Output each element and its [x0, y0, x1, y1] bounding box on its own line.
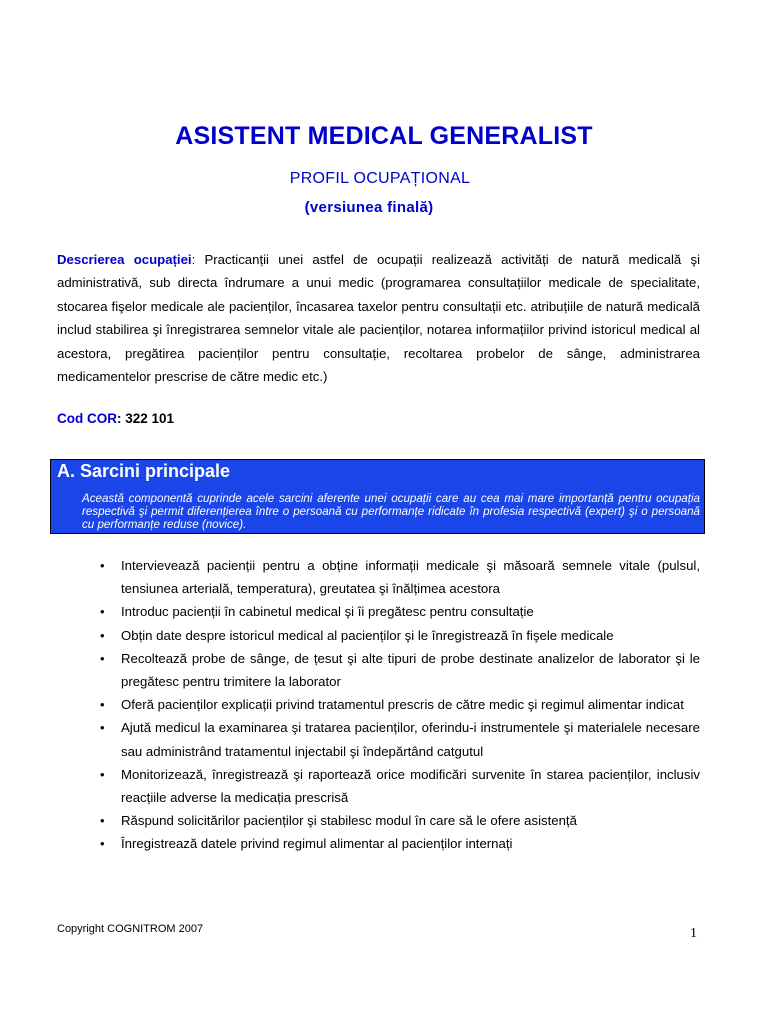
bullet-icon: •: [100, 720, 105, 736]
task-list: [92, 554, 700, 856]
cod-cor-value: : 322 101: [117, 411, 175, 426]
list-item-text: Monitorizează, înregistrează şi raportează orice modificări survenite în starea pacienților, inclusiv reacțiile adverse la medicația prescrisă: [121, 766, 700, 806]
bullet-icon: •: [100, 604, 105, 620]
bullet-icon: •: [100, 766, 105, 782]
list-item: [92, 693, 700, 716]
bullet-icon: •: [100, 813, 105, 829]
bullet-icon: •: [100, 650, 105, 666]
list-item: [92, 832, 700, 855]
description-label: Descrierea ocupației: [57, 252, 192, 267]
page-number: 1: [690, 926, 697, 941]
list-item-text: Recoltează probe de sânge, de țesut şi alte tipuri de probe destinate analizelor de laborator şi le pregătesc pentru trimitere la laborator: [121, 650, 700, 690]
list-item-text: Înregistrează datele privind regimul alimentar al pacienților internați: [121, 836, 513, 852]
list-item: [92, 624, 700, 647]
section-title: A. Sarcini principale: [57, 461, 231, 481]
list-item-text: Intervievează pacienții pentru a obține informații medicale şi măsoară semnele vitale (pulsul, tensiunea arterială, temperatura), greutatea şi înălțimea acestora: [121, 558, 700, 597]
bullet-icon: •: [100, 697, 105, 713]
bullet-icon: •: [100, 558, 105, 573]
document-version: (versiunea finală): [304, 199, 434, 216]
list-item: [92, 600, 700, 623]
cod-cor-label: Cod COR: [57, 411, 117, 426]
bullet-icon: •: [100, 836, 105, 852]
list-item-text: Răspund solicitărilor pacienților şi stabilesc modul în care să le ofere asistență: [121, 813, 577, 829]
bullet-icon: •: [100, 627, 105, 643]
list-item: [92, 763, 700, 809]
section-header-box: [50, 459, 705, 534]
list-item: [92, 716, 700, 762]
list-item-text: Introduc pacienții în cabinetul medical şi îi pregătesc pentru consultație: [121, 604, 534, 620]
list-item: [92, 809, 700, 832]
list-item-text: Oferă pacienților explicații privind tratamentul prescris de către medic şi regimul alimentar indicat: [121, 697, 684, 713]
list-item: [92, 554, 700, 600]
footer-copyright: Copyright COGNITROM 2007: [57, 923, 204, 935]
list-item-text: Obțin date despre istoricul medical al pacienților şi le înregistrează în fişele medicale: [121, 627, 614, 643]
document-title: ASISTENT MEDICAL GENERALIST: [175, 122, 593, 150]
description-paragraph: [57, 248, 700, 388]
document-subtitle: PROFIL OCUPAȚIONAL: [289, 170, 471, 187]
cod-cor: [57, 411, 174, 426]
description-text: : Practicanții unei astfel de ocupații realizează activități de natură medicală şi administrativă, sub directa îndrumare a unui medic (programarea consultațiilor medicale de specialitate, stocarea fişelor medicale ale pacienților, încasarea taxelor pentru consultații etc. atribuțiile de natură medicală includ stabilirea şi înregistrarea semnelor vitale ale pacienților, notarea informațiilor privind istoricul medical al acestora, pregătirea pacienților pentru consultație, recoltarea probelor de sânge, administrarea medicamentelor prescrise de către medic etc.): [57, 252, 700, 385]
list-item-text: Ajută medicul la examinarea şi tratarea pacienților, oferindu-i instrumentele şi materialele necesare sau administrând tratamentul injectabil şi îndepărtând catgutul: [121, 720, 700, 759]
list-item: [92, 647, 700, 693]
section-description: Această componentă cuprinde acele sarcini aferente unei ocupații care au cea mai mare importanță pentru ocupația respectivă şi permit diferențierea între o persoană cu performanțe ridicate în profesia respectivă (expert) şi o persoană cu performanțe reduse (novice).: [82, 492, 700, 531]
